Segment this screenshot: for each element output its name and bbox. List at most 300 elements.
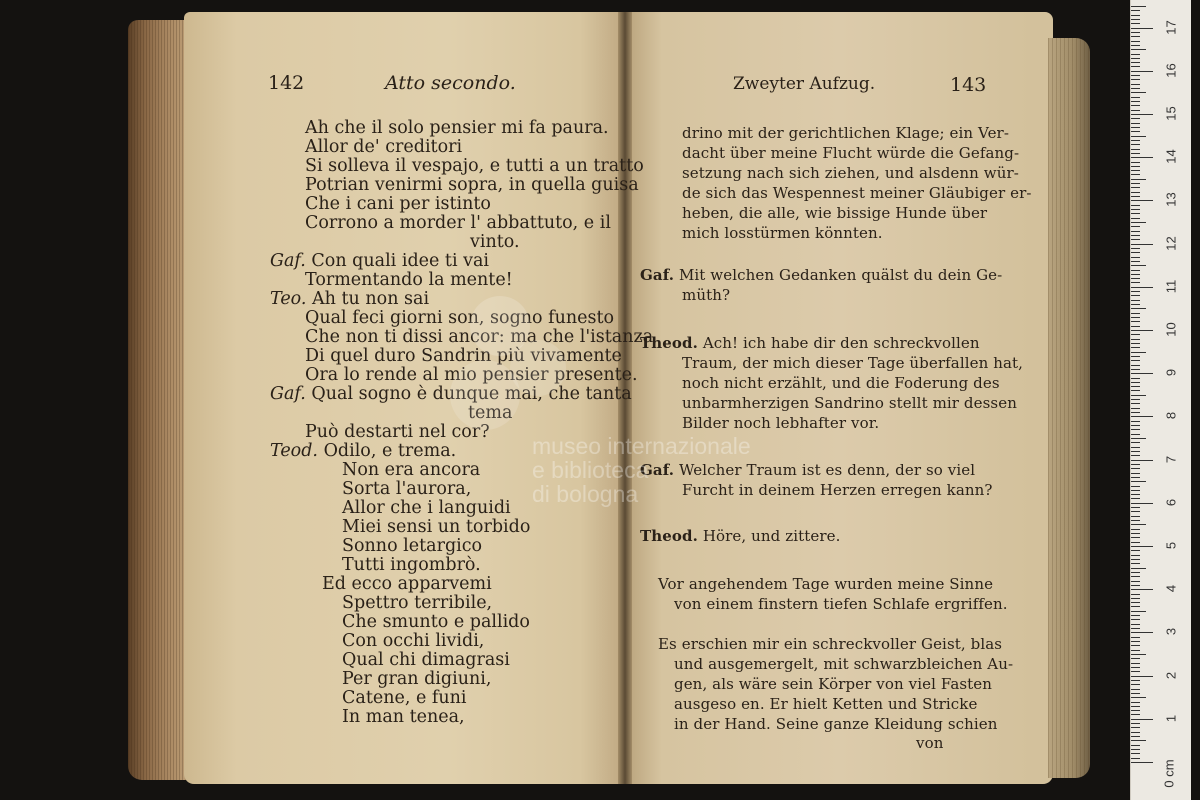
line-text: Sonno letargico bbox=[342, 536, 483, 556]
line-text: Ach! ich habe dir den schreckvollen bbox=[702, 334, 980, 352]
text-line bbox=[682, 394, 1017, 412]
ruler-tick bbox=[1131, 758, 1140, 759]
ruler-tick bbox=[1131, 421, 1140, 422]
ruler-tick bbox=[1131, 503, 1153, 504]
ruler-tick bbox=[1131, 710, 1140, 711]
ruler-tick bbox=[1131, 313, 1140, 314]
speaker-label: Teo. bbox=[270, 289, 307, 309]
text-line bbox=[270, 251, 489, 271]
line-text: und ausgemergelt, mit schwarzbleichen Au- bbox=[674, 655, 1014, 673]
line-text: von bbox=[916, 734, 944, 752]
ruler-tick bbox=[1131, 481, 1146, 482]
ruler-tick bbox=[1131, 62, 1140, 63]
ruler-tick bbox=[1131, 209, 1140, 210]
ruler-tick bbox=[1131, 166, 1140, 167]
ruler-tick bbox=[1131, 308, 1146, 309]
ruler-tick bbox=[1131, 352, 1146, 353]
ruler-tick bbox=[1131, 555, 1140, 556]
ruler-tick bbox=[1131, 723, 1140, 724]
ruler-tick bbox=[1131, 110, 1140, 111]
ruler-tick bbox=[1131, 105, 1140, 106]
text-line bbox=[658, 575, 993, 593]
text-line bbox=[305, 137, 462, 157]
ruler-tick bbox=[1131, 205, 1140, 206]
ruler-tick bbox=[1131, 369, 1140, 370]
speaker-label: Teod. bbox=[270, 441, 318, 461]
ruler-tick bbox=[1131, 460, 1153, 461]
ruler-tick bbox=[1131, 239, 1140, 240]
ruler-tick bbox=[1131, 287, 1153, 288]
text-line bbox=[342, 536, 482, 556]
ruler-tick bbox=[1131, 702, 1140, 703]
ruler-tick bbox=[1131, 689, 1140, 690]
ruler-tick bbox=[1131, 222, 1146, 223]
line-text: Può destarti nel cor? bbox=[305, 422, 490, 442]
line-text: Sorta l'aurora, bbox=[342, 479, 472, 499]
ruler-tick bbox=[1131, 244, 1153, 245]
line-text: heben, die alle, wie bissige Hunde über bbox=[682, 204, 988, 222]
ruler-tick bbox=[1131, 740, 1146, 741]
ruler-tick bbox=[1131, 477, 1140, 478]
ruler-tick bbox=[1131, 581, 1140, 582]
ruler-tick bbox=[1131, 127, 1140, 128]
ruler-tick bbox=[1131, 611, 1146, 612]
text-line bbox=[305, 270, 513, 290]
ruler-tick bbox=[1131, 157, 1153, 158]
ruler-tick bbox=[1131, 326, 1140, 327]
ruler-tick bbox=[1131, 434, 1140, 435]
ruler-tick bbox=[1131, 54, 1140, 55]
measurement-ruler bbox=[1130, 0, 1191, 800]
line-text: Traum, der mich dieser Tage überfallen hat, bbox=[682, 354, 1024, 372]
ruler-tick bbox=[1131, 136, 1146, 137]
right-page-number: 143 bbox=[950, 74, 987, 96]
ruler-tick bbox=[1131, 667, 1140, 668]
ruler-tick bbox=[1131, 231, 1140, 232]
ruler-tick bbox=[1131, 546, 1153, 547]
ruler-tick bbox=[1131, 408, 1140, 409]
watermark-logo-circle bbox=[510, 340, 566, 396]
speaker-label: Theod. bbox=[640, 527, 698, 545]
ruler-tick bbox=[1131, 486, 1140, 487]
ruler-tick bbox=[1131, 736, 1140, 737]
line-text: Che i cani per istinto bbox=[305, 194, 491, 214]
ruler-tick bbox=[1131, 252, 1140, 253]
ruler-tick bbox=[1131, 192, 1140, 193]
text-line bbox=[674, 695, 977, 713]
ruler-tick bbox=[1131, 248, 1140, 249]
ruler-tick bbox=[1131, 637, 1140, 638]
ruler-tick bbox=[1131, 334, 1140, 335]
ruler-number: 4 bbox=[1163, 585, 1179, 593]
ruler-tick bbox=[1131, 684, 1140, 685]
ruler-tick bbox=[1131, 66, 1140, 67]
ruler-tick bbox=[1131, 498, 1140, 499]
line-text: Che non ti dissi ancor: ma che l'istanza bbox=[305, 327, 654, 347]
ruler-tick bbox=[1131, 97, 1140, 98]
ruler-tick bbox=[1131, 511, 1140, 512]
ruler-tick bbox=[1131, 615, 1140, 616]
text-line bbox=[342, 460, 480, 480]
ruler-tick bbox=[1131, 619, 1140, 620]
ruler-tick bbox=[1131, 218, 1140, 219]
line-text: Qual feci giorni son, sogno funesto bbox=[305, 308, 615, 328]
line-text: Per gran digiuni, bbox=[342, 669, 492, 689]
ruler-tick bbox=[1131, 295, 1140, 296]
ruler-tick bbox=[1131, 23, 1140, 24]
ruler-tick bbox=[1131, 118, 1140, 119]
ruler-tick bbox=[1131, 79, 1140, 80]
ruler-tick bbox=[1131, 140, 1140, 141]
ruler-tick bbox=[1131, 429, 1140, 430]
ruler-number: 6 bbox=[1163, 498, 1179, 506]
line-text: Höre, und zittere. bbox=[702, 527, 841, 545]
ruler-tick bbox=[1131, 594, 1140, 595]
ruler-tick bbox=[1131, 542, 1140, 543]
line-text: de sich das Wespennest meiner Gläubiger er- bbox=[682, 184, 1032, 202]
line-text: Ora lo rende al mio pensier presente. bbox=[305, 365, 638, 385]
text-line bbox=[640, 334, 980, 352]
line-text: Odilo, e trema. bbox=[323, 441, 457, 461]
text-line bbox=[342, 669, 491, 689]
ruler-tick bbox=[1131, 19, 1140, 20]
line-text: Allor de' creditori bbox=[305, 137, 463, 157]
text-line bbox=[682, 286, 730, 304]
ruler-tick bbox=[1131, 464, 1140, 465]
ruler-tick bbox=[1131, 226, 1140, 227]
ruler-tick bbox=[1131, 416, 1153, 417]
ruler-tick bbox=[1131, 719, 1153, 720]
text-line bbox=[342, 688, 467, 708]
line-text: Con quali idee ti vai bbox=[311, 251, 490, 271]
speaker-label: Gaf. bbox=[640, 461, 675, 479]
line-text: mich losstürmen könnten. bbox=[682, 224, 883, 242]
line-text: Mit welchen Gedanken quälst du dein Ge- bbox=[678, 266, 1003, 284]
ruler-tick bbox=[1131, 6, 1146, 7]
left-page-number: 142 bbox=[268, 72, 305, 94]
ruler-tick bbox=[1131, 36, 1140, 37]
text-line bbox=[470, 232, 520, 252]
ruler-number: 8 bbox=[1163, 412, 1179, 420]
ruler-tick bbox=[1131, 261, 1140, 262]
text-line bbox=[270, 289, 429, 309]
text-line bbox=[640, 527, 840, 545]
ruler-number: 13 bbox=[1163, 192, 1179, 208]
ruler-number: 7 bbox=[1163, 455, 1179, 463]
line-text: Catene, e funi bbox=[342, 688, 467, 708]
text-line bbox=[682, 414, 879, 432]
ruler-tick bbox=[1131, 732, 1140, 733]
ruler-tick bbox=[1131, 235, 1140, 236]
ruler-tick bbox=[1131, 524, 1146, 525]
line-text: Con occhi lividi, bbox=[342, 631, 485, 651]
ruler-tick bbox=[1131, 529, 1140, 530]
line-text: Spettro terribile, bbox=[342, 593, 493, 613]
ruler-tick bbox=[1131, 304, 1140, 305]
ruler-tick bbox=[1131, 360, 1140, 361]
ruler-tick bbox=[1131, 714, 1140, 715]
ruler-tick bbox=[1131, 533, 1140, 534]
ruler-tick bbox=[1131, 658, 1140, 659]
ruler-tick bbox=[1131, 727, 1140, 728]
ruler-tick bbox=[1131, 257, 1140, 258]
ruler-tick bbox=[1131, 58, 1140, 59]
ruler-tick bbox=[1131, 697, 1146, 698]
text-line bbox=[305, 118, 609, 138]
ruler-tick bbox=[1131, 632, 1153, 633]
ruler-tick bbox=[1131, 425, 1140, 426]
ruler-tick bbox=[1131, 75, 1140, 76]
ruler-tick bbox=[1131, 179, 1146, 180]
line-text: Qual chi dimagrasi bbox=[342, 650, 510, 670]
ruler-tick bbox=[1131, 265, 1146, 266]
speaker-label: Gaf. bbox=[640, 266, 675, 284]
ruler-tick bbox=[1131, 183, 1140, 184]
line-text: Si solleva il vespajo, e tutti a un tratto bbox=[305, 156, 644, 176]
line-text: Ah tu non sai bbox=[312, 289, 430, 309]
text-line bbox=[674, 595, 1008, 613]
ruler-tick bbox=[1131, 41, 1140, 42]
ruler-tick bbox=[1131, 114, 1153, 115]
speaker-label: Theod. bbox=[640, 334, 698, 352]
ruler-number: 2 bbox=[1163, 671, 1179, 679]
line-text: ausgeso en. Er hielt Ketten und Stricke bbox=[674, 695, 978, 713]
ruler-number: 9 bbox=[1163, 369, 1179, 377]
ruler-tick bbox=[1131, 144, 1140, 145]
ruler-tick bbox=[1131, 606, 1140, 607]
ruler-tick bbox=[1131, 559, 1140, 560]
ruler-number: 10 bbox=[1163, 322, 1179, 337]
text-line bbox=[674, 715, 998, 733]
ruler-tick bbox=[1131, 84, 1140, 85]
ruler-tick bbox=[1131, 412, 1140, 413]
ruler-tick bbox=[1131, 162, 1140, 163]
ruler-tick bbox=[1131, 131, 1140, 132]
text-line bbox=[342, 631, 484, 651]
ruler-tick bbox=[1131, 88, 1140, 89]
ruler-tick bbox=[1131, 663, 1140, 664]
line-text: setzung nach sich ziehen, und alsdenn wür- bbox=[682, 164, 1019, 182]
line-text: Che smunto e pallido bbox=[342, 612, 530, 632]
right-running-head: Zweyter Aufzug. bbox=[733, 74, 876, 94]
ruler-tick bbox=[1131, 378, 1140, 379]
ruler-number: 16 bbox=[1163, 63, 1179, 78]
ruler-tick bbox=[1131, 650, 1140, 651]
ruler-number: 15 bbox=[1163, 106, 1179, 121]
text-line bbox=[342, 517, 530, 537]
ruler-tick bbox=[1131, 451, 1140, 452]
ruler-tick bbox=[1131, 438, 1146, 439]
ruler-tick bbox=[1131, 749, 1140, 750]
text-line bbox=[305, 175, 639, 195]
line-text: unbarmherzigen Sandrino stellt mir dessen bbox=[682, 394, 1017, 412]
ruler-tick bbox=[1131, 386, 1140, 387]
speaker-label: Gaf. bbox=[270, 384, 306, 404]
ruler-tick bbox=[1131, 507, 1140, 508]
ruler-number: 1 bbox=[1163, 714, 1179, 722]
ruler-tick bbox=[1131, 568, 1146, 569]
text-line bbox=[305, 156, 644, 176]
text-line bbox=[342, 479, 471, 499]
text-line bbox=[682, 164, 1019, 182]
ruler-tick bbox=[1131, 92, 1146, 93]
left-running-head: Atto secondo. bbox=[385, 72, 516, 94]
line-text: Es erschien mir ein schreckvoller Geist, blas bbox=[658, 635, 1003, 653]
ruler-tick bbox=[1131, 654, 1146, 655]
ruler-tick bbox=[1131, 49, 1146, 50]
ruler-tick bbox=[1131, 589, 1153, 590]
ruler-tick bbox=[1131, 576, 1140, 577]
ruler-tick bbox=[1131, 213, 1140, 214]
ruler-tick bbox=[1131, 28, 1153, 29]
ruler-tick bbox=[1131, 174, 1140, 175]
ruler-tick bbox=[1131, 490, 1140, 491]
text-line bbox=[342, 593, 492, 613]
ruler-tick bbox=[1131, 468, 1140, 469]
line-text: tema bbox=[468, 403, 513, 423]
text-line bbox=[682, 224, 883, 242]
ruler-tick bbox=[1131, 291, 1140, 292]
line-text: Welcher Traum ist es denn, der so viel bbox=[678, 461, 976, 479]
ruler-tick bbox=[1131, 32, 1140, 33]
text-line bbox=[305, 194, 491, 214]
text-line bbox=[342, 612, 530, 632]
ruler-tick bbox=[1131, 745, 1140, 746]
text-line bbox=[305, 346, 622, 366]
text-line bbox=[674, 655, 1013, 673]
ruler-tick bbox=[1131, 200, 1153, 201]
text-line bbox=[682, 354, 1023, 372]
ruler-tick bbox=[1131, 196, 1140, 197]
ruler-tick bbox=[1131, 563, 1140, 564]
ruler-tick bbox=[1131, 170, 1140, 171]
line-text: noch nicht erzählt, und die Foderung des bbox=[682, 374, 1000, 392]
text-line bbox=[342, 555, 481, 575]
ruler-number: 14 bbox=[1163, 149, 1179, 164]
ruler-number: 3 bbox=[1163, 628, 1179, 636]
line-text: Tormentando la mente! bbox=[305, 270, 513, 290]
ruler-tick bbox=[1131, 339, 1140, 340]
text-line bbox=[682, 204, 987, 222]
line-text: vinto. bbox=[470, 232, 520, 252]
text-line bbox=[342, 650, 510, 670]
page-block-right-edge bbox=[1048, 38, 1090, 778]
line-text: drino mit der gerichtlichen Klage; ein Ver- bbox=[682, 124, 1009, 142]
ruler-tick bbox=[1131, 628, 1140, 629]
line-text: gen, als wäre sein Körper von viel Fasten bbox=[674, 675, 993, 693]
text-line bbox=[682, 374, 1000, 392]
ruler-tick bbox=[1131, 598, 1140, 599]
ruler-number: 12 bbox=[1163, 235, 1179, 251]
text-line bbox=[305, 422, 490, 442]
ruler-tick bbox=[1131, 399, 1140, 400]
ruler-number: 17 bbox=[1163, 19, 1179, 35]
line-text: Tutti ingombrò. bbox=[342, 555, 481, 575]
line-text: Miei sensi un torbido bbox=[342, 517, 531, 537]
ruler-tick bbox=[1131, 602, 1140, 603]
ruler-tick bbox=[1131, 455, 1140, 456]
line-text: Ed ecco apparvemi bbox=[322, 574, 492, 594]
line-text: Vor angehendem Tage wurden meine Sinne bbox=[658, 575, 994, 593]
text-line bbox=[322, 574, 492, 594]
ruler-number: 11 bbox=[1163, 279, 1179, 294]
ruler-tick bbox=[1131, 706, 1140, 707]
line-text: Allor che i languidi bbox=[342, 498, 511, 518]
ruler-tick bbox=[1131, 347, 1140, 348]
ruler-tick bbox=[1131, 753, 1140, 754]
line-text: Di quel duro Sandrin più vivamente bbox=[305, 346, 622, 366]
ruler-tick bbox=[1131, 274, 1140, 275]
text-line bbox=[674, 675, 992, 693]
ruler-unit-label: 0 cm bbox=[1161, 759, 1177, 788]
ruler-tick bbox=[1131, 641, 1140, 642]
ruler-tick bbox=[1131, 624, 1140, 625]
ruler-tick bbox=[1131, 45, 1140, 46]
ruler-tick bbox=[1131, 282, 1140, 283]
line-text: dacht über meine Flucht würde die Gefang- bbox=[682, 144, 1020, 162]
ruler-tick bbox=[1131, 395, 1146, 396]
text-line bbox=[658, 635, 1002, 653]
speaker-label: Gaf. bbox=[270, 251, 306, 271]
text-line bbox=[682, 124, 1009, 142]
ruler-tick bbox=[1131, 15, 1140, 16]
text-line bbox=[682, 184, 1032, 202]
ruler-tick bbox=[1131, 585, 1140, 586]
ruler-tick bbox=[1131, 403, 1140, 404]
text-line bbox=[270, 441, 456, 461]
watermark-text: museo internazionale e biblioteca di bologna bbox=[532, 433, 751, 507]
ruler-tick bbox=[1131, 520, 1140, 521]
ruler-tick bbox=[1131, 343, 1140, 344]
ruler-tick bbox=[1131, 382, 1140, 383]
ruler-tick bbox=[1131, 572, 1140, 573]
ruler-tick bbox=[1131, 550, 1140, 551]
text-line bbox=[916, 734, 943, 752]
ruler-tick bbox=[1131, 356, 1140, 357]
ruler-tick bbox=[1131, 671, 1140, 672]
ruler-tick bbox=[1131, 10, 1140, 11]
ruler-tick bbox=[1131, 330, 1153, 331]
ruler-tick bbox=[1131, 270, 1140, 271]
line-text: Corrono a morder l' abbattuto, e il bbox=[305, 213, 611, 233]
text-line bbox=[682, 144, 1019, 162]
ruler-tick bbox=[1131, 300, 1140, 301]
line-text: Qual sogno è dunque mai, che tanta bbox=[311, 384, 632, 404]
ruler-tick bbox=[1131, 373, 1153, 374]
ruler-tick bbox=[1131, 680, 1140, 681]
ruler-tick bbox=[1131, 762, 1153, 763]
line-text: müth? bbox=[682, 286, 731, 304]
text-line bbox=[305, 308, 614, 328]
ruler-tick bbox=[1131, 390, 1140, 391]
ruler-tick bbox=[1131, 317, 1140, 318]
ruler-tick bbox=[1131, 71, 1153, 72]
line-text: In man tenea, bbox=[342, 707, 465, 727]
line-text: in der Hand. Seine ganze Kleidung schien bbox=[674, 715, 998, 733]
line-text: von einem finstern tiefen Schlafe ergriffen. bbox=[674, 595, 1008, 613]
text-line bbox=[305, 213, 611, 233]
line-text: Ah che il solo pensier mi fa paura. bbox=[305, 118, 609, 138]
ruler-tick bbox=[1131, 365, 1140, 366]
ruler-tick bbox=[1131, 187, 1140, 188]
ruler-tick bbox=[1131, 676, 1153, 677]
ruler-tick bbox=[1131, 321, 1140, 322]
line-text: Bilder noch lebhafter vor. bbox=[682, 414, 880, 432]
ruler-tick bbox=[1131, 494, 1140, 495]
ruler-tick bbox=[1131, 447, 1140, 448]
ruler-number: 5 bbox=[1163, 541, 1179, 550]
ruler-tick bbox=[1131, 153, 1140, 154]
